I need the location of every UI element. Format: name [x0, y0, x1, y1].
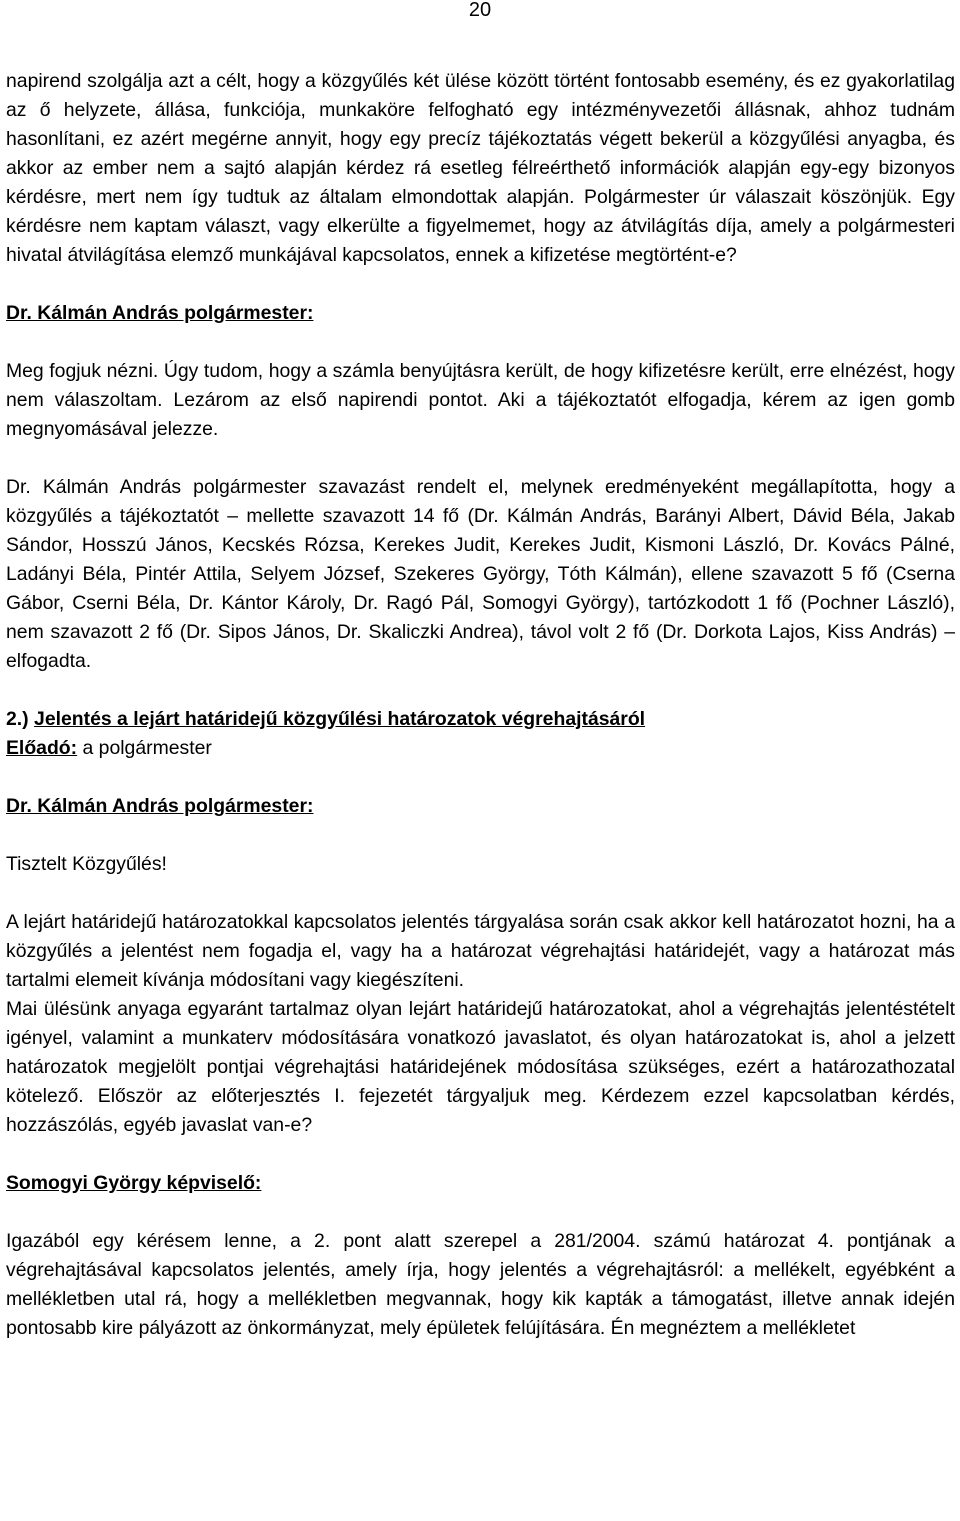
- presenter-line: [6, 734, 955, 763]
- agenda-item-title: Jelentés a lejárt határidejű közgyűlési határozatok végrehajtásáról: [34, 708, 646, 730]
- agenda-item-heading: [6, 705, 955, 734]
- speaker-heading-mayor: Dr. Kálmán András polgármester:: [6, 302, 314, 324]
- greeting: Tisztelt Közgyűlés!: [6, 853, 167, 875]
- mayor-paragraph-2: Mai ülésünk anyaga egyaránt tartalmaz olyan lejárt határidejű határozatokat, ahol a végrehajtás jelentéstételt igényel, valamint a munkaterv módosítására vonatkozó javaslatot, és olyan határozatokat is, ahol a jelzett határozatok megjelölt pontjai végrehajtási határidejének módosítása szükséges, ezért a határozathozatal kötelező. Először az előterjesztés I. fejezetét tárgyaljuk meg. Kérdezem ezzel kapcsolatban kérdés, hozzászólás, egyéb javaslat van-e?: [6, 998, 955, 1136]
- speaker-heading-mayor-2: Dr. Kálmán András polgármester:: [6, 795, 314, 817]
- agenda-item-number: 2.): [6, 708, 29, 730]
- page-number: 20: [468, 0, 492, 21]
- speaker-heading-somogyi: Somogyi György képviselő:: [6, 1172, 262, 1194]
- presenter-label: Előadó:: [6, 737, 78, 759]
- mayor-reply-paragraph: Meg fogjuk nézni. Úgy tudom, hogy a számla benyújtásra került, de hogy kifizetésre került, erre elnézést, hogy nem válaszoltam. Lezárom az első napirendi pontot. Aki a tájékoztatót elfogadja, kérem az igen gomb megnyomásával jelezze.: [6, 360, 955, 440]
- somogyi-paragraph: Igazából egy kérésem lenne, a 2. pont alatt szerepel a 281/2004. számú határozat 4. pontjának a végrehajtásával kapcsolatos jelentés, amely írja, hogy jelentés a végrehajtásról: a mellékelt, egyébként a mellékletben utal rá, hogy a mellékletben megvannak, hogy kik kapták a támogatást, illetve annak idején pontosabb kire pályázott az önkormányzat, mely épületek felújítására. Én megnéztem a mellékletet: [6, 1230, 955, 1339]
- vote-result-paragraph: Dr. Kálmán András polgármester szavazást rendelt el, melynek eredményeként megállapította, hogy a közgyűlés a tájékoztatót – mellette szavazott 14 fő (Dr. Kálmán András, Barányi Albert, Dávid Béla, Jakab Sándor, Hosszú János, Kecskés Rózsa, Kerekes Judit, Kerekes Judit, Kismoni László, Dr. Kovács Pálné, Ladányi Béla, Pintér Attila, Selyem József, Szekeres György, Tóth Kálmán), ellene szavazott 5 fő (Cserna Gábor, Cserni Béla, Dr. Kántor Károly, Dr. Ragó Pál, Somogyi György), tartózkodott 1 fő (Pochner László), nem szavazott 2 fő (Dr. Sipos János, Dr. Skaliczki Andrea), távol volt 2 fő (Dr. Dorkota Lajos, Kiss András) – elfogadta.: [6, 476, 955, 672]
- document-body: [6, 67, 955, 1343]
- intro-paragraph: napirend szolgálja azt a célt, hogy a közgyűlés két ülése között történt fontosabb esemény, és ez gyakorlatilag az ő helyzete, állása, funkciója, munkaköre felfogható egy intézményvezetői állásnak, ahhoz tudnám hasonlítani, ez azért megérne annyit, hogy egy precíz tájékoztatás végett bekerül a közgyűlési anyagba, és akkor az ember nem a sajtó alapján kérdez rá esetleg félreérthető információk alapján egy-egy bizonyos kérdésre, mert nem így tudtuk az általam elmondottak alapján. Polgármester úr válaszait köszönjük. Egy kérdésre nem kaptam választ, vagy elkerülte a figyelmemet, hogy az átvilágítás díja, amely a polgármesteri hivatal átvilágítása elemző munkájával kapcsolatos, ennek a kifizetése megtörtént-e?: [6, 70, 955, 266]
- mayor-paragraph-1: A lejárt határidejű határozatokkal kapcsolatos jelentés tárgyalása során csak akkor kell határozatot hozni, ha a közgyűlés a jelentést nem fogadja el, vagy ha a határozat végrehajtási határidejét, vagy a határozat más tartalmi elemeit kívánja módosítani vagy kiegészíteni.: [6, 911, 955, 991]
- presenter-value: a polgármester: [77, 737, 212, 759]
